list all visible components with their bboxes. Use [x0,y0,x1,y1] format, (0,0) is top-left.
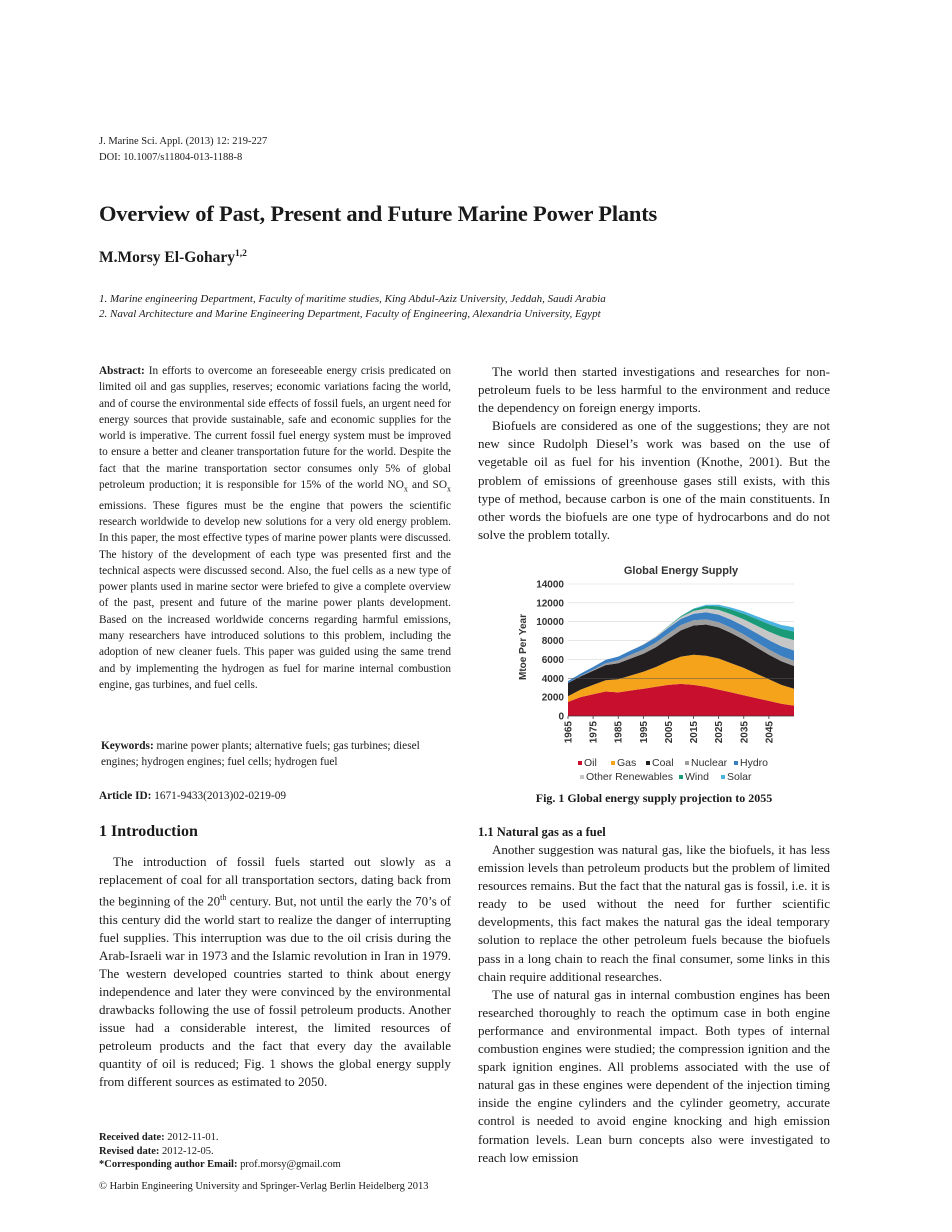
legend-swatch-nuclear [685,761,689,765]
y-tick-label: 8000 [541,636,564,648]
figure-caption: Fig. 1 Global energy supply projection to 2055 [535,791,773,805]
x-tick-label: 1995 [638,721,650,744]
paper-title: Overview of Past, Present and Future Marine Power Plants [99,201,658,226]
legend-label-gas: Gas [617,757,637,769]
intro-text-1: The introduction of fossil fuels started out slowly as a replacement of coal for all transportation sectors, dating back from the beginning of the 20 [99,854,451,909]
legend-label-nuclear: Nuclear [691,757,728,769]
legend-swatch-solar [721,775,725,779]
legend-swatch-hydro [734,761,738,765]
received-info [99,1131,459,1193]
y-tick-label: 0 [558,711,564,723]
y-tick-label: 6000 [541,654,564,666]
legend-label-hydro: Hydro [740,757,769,769]
abstract-and: and SO [407,479,447,492]
chart-y-axis [536,580,564,723]
legend-swatch-oil [578,761,582,765]
received-date: 2012-11-01. [167,1132,219,1143]
abstract-text-1: In efforts to overcome an foreseeable energy crisis predicated on limited oil and gas supplies, reserves; economic variations facing the world, and of course the environmental side effects of fossil fuels, an urgent need for energy sources that provide sustainable, safe and economic supplies for the world is imperative. The current fossil fuel energy system must be improved to ensure a better and cleaner transportation future for the world. Despite the fact that the marine transportation sector consumes only 5% of global petroleum production; it is responsible for 15% of the world NO [99,365,451,492]
x-tick-label: 1985 [613,721,625,744]
y-tick-label: 2000 [541,692,564,704]
abstract-label: Abstract: [99,365,145,377]
y-tick-label: 12000 [536,598,564,610]
legend-swatch-gas [611,761,615,765]
intro-text-2: century. But, not until the early the 70’s of this century did the world start to realize the danger of interrupting fuel supplies. This interruption was due to the oil crisis during the Arab-Israeli war in 1973 and the Islamic revolution in Iran in 1979. The western developed countries started to think about energy independence and later they were convinced by the environmental drawbacks following the use of fossil petroleum products. Another issue had a considerable interest, the limited resources of petroleum products and the fact that every day the available quantity of oil is reduced; Fig. 1 shows the global energy supply from different sources as estimated to 2050. [99,893,451,1090]
chart-areas [568,605,794,716]
revised-label: Revised date: [99,1145,160,1157]
article-id [99,788,286,804]
affiliation-1: 1. Marine engineering Department, Faculty of maritime studies, King Abdul-Aziz University, Jeddah, Saudi Arabia [99,293,606,305]
author-name: M.Morsy El-Gohary [99,249,236,267]
x-tick-label: 2045 [764,721,776,744]
chart-y-label: Mtoe Per Year [518,614,529,680]
x-tick-label: 2035 [739,721,751,744]
keywords-label: Keywords: [101,740,154,752]
intro-paragraph [99,853,451,1092]
legend-swatch-other-renewables [580,775,584,779]
legend-swatch-wind [679,775,683,779]
right-column-top [478,363,830,544]
legend-label-solar: Solar [727,771,752,783]
journal-citation: J. Marine Sci. Appl. (2013) 12: 219-227 [99,136,268,147]
received-label: Received date: [99,1132,165,1143]
legend-label-coal: Coal [652,757,674,769]
intro-sup: th [220,893,227,903]
affiliation-2: 2. Naval Architecture and Marine Engineering Department, Faculty of Engineering, Alexandria University, Egypt [99,308,601,320]
legend-label-oil: Oil [584,757,597,769]
article-id-value: 1671-9433(2013)02-0219-09 [154,790,286,802]
section-heading-introduction: 1 Introduction [99,823,198,840]
right-paragraph-1: The world then started investigations and researches for non-petroleum fuels to be less harmful to the environment and reduce the dependency on foreign energy imports. [478,364,830,416]
author [99,249,247,267]
corresponding-email[interactable]: prof.morsy@gmail.com [240,1159,341,1170]
chart-x-axis [564,716,776,743]
copyright: © Harbin Engineering University and Springer-Verlag Berlin Heidelberg 2013 [99,1180,429,1192]
legend-label-wind: Wind [685,771,709,783]
right-paragraph-4: The use of natural gas in internal combustion engines has been researched thoroughly to reach the optimum case in both engine performance and environmental impact. Both types of internal combustion engines were studied; the compression ignition and the spark ignition engines. All problems associated with the use of natural gas in these engines were dependent of the injection timing inside the engine cylinders and the cylinder geometry, accurate control is needed to avoid engine knocking and high emission formation levels. Lean burn concepts also were investigated to reach low emission [478,986,830,1165]
affiliations [99,292,859,322]
section-heading-natural-gas: 1.1 Natural gas as a fuel [478,825,606,839]
author-affiliation-marks: 1,2 [235,249,247,259]
legend-label-other-renewables: Other Renewables [586,771,673,783]
x-tick-label: 2025 [714,721,726,744]
y-tick-label: 10000 [536,617,564,629]
chart-title: Global Energy Supply [623,565,739,577]
email-label: *Corresponding author Email: [99,1159,238,1170]
legend-swatch-coal [646,761,650,765]
revised-date: 2012-12-05. [162,1145,214,1157]
doi: DOI: 10.1007/s11804-013-1188-8 [99,152,243,163]
right-paragraph-2: Biofuels are considered as one of the suggestions; they are not new since Rudolph Diesel’s work was based on the use of vegetable oil as fuel for his invention (Knothe, 2001). But the problem of emissions of greenhouse gases still exists, with this type of method, because carbon is one of the main constituents. In other words the biofuels are one type of hydrocarbons and do not solve the problem totally. [478,418,830,542]
y-tick-label: 4000 [541,673,564,685]
right-paragraph-3: Another suggestion was natural gas, like the biofuels, it has less emission levels than petroleum products but the problem of limited resources remains. But the fact that the natural gas is fossil, i.e. it is ready to be used without the need for further scientific developments, this fact makes the natural gas the ideal temporary solution to replace the other petroleum fuels because the biofuels pass in a long chain to reach the final consumer, some links in this chain require additional researches. [478,842,830,984]
x-tick-label: 1975 [588,721,600,744]
right-column-bottom [478,841,830,1167]
x-tick-label: 2015 [689,721,701,744]
abstract [99,363,451,693]
keywords [101,738,453,771]
global-energy-supply-chart [508,557,800,789]
keywords-text: marine power plants; alternative fuels; gas turbines; diesel engines; hydrogen engines; fuel cells; hydrogen fuel [101,740,420,769]
x-tick-label: 2005 [663,721,675,744]
article-id-label: Article ID: [99,790,152,802]
abstract-sub-1: x [403,484,408,494]
abstract-text-2: emissions. These figures must be the engine that powers the scientific research worldwide to develop new solutions for a very old energy problem. In this paper, the most effective types of marine power plants were discussed. The history of the development of each type was presented first and the technical aspects were discussed second. Also, the fuel cells as a new type of power plants used in marine sector were briefed to give a complete overview of the past, present and future of the marine power plants development. Based on the increased worldwide concerns regarding harmful emissions, many researchers have introduced solutions to this problem, including the adoption of new cleaner fuels. This paper was guided using the same trend and by implementing the hydrogen as fuel for marine internal combustion engine, gas turbines, and fuel cells. [99,499,451,691]
chart-legend [578,757,768,783]
x-tick-label: 1965 [563,721,575,744]
y-tick-label: 14000 [536,579,564,591]
abstract-sub-2: x [447,484,451,494]
